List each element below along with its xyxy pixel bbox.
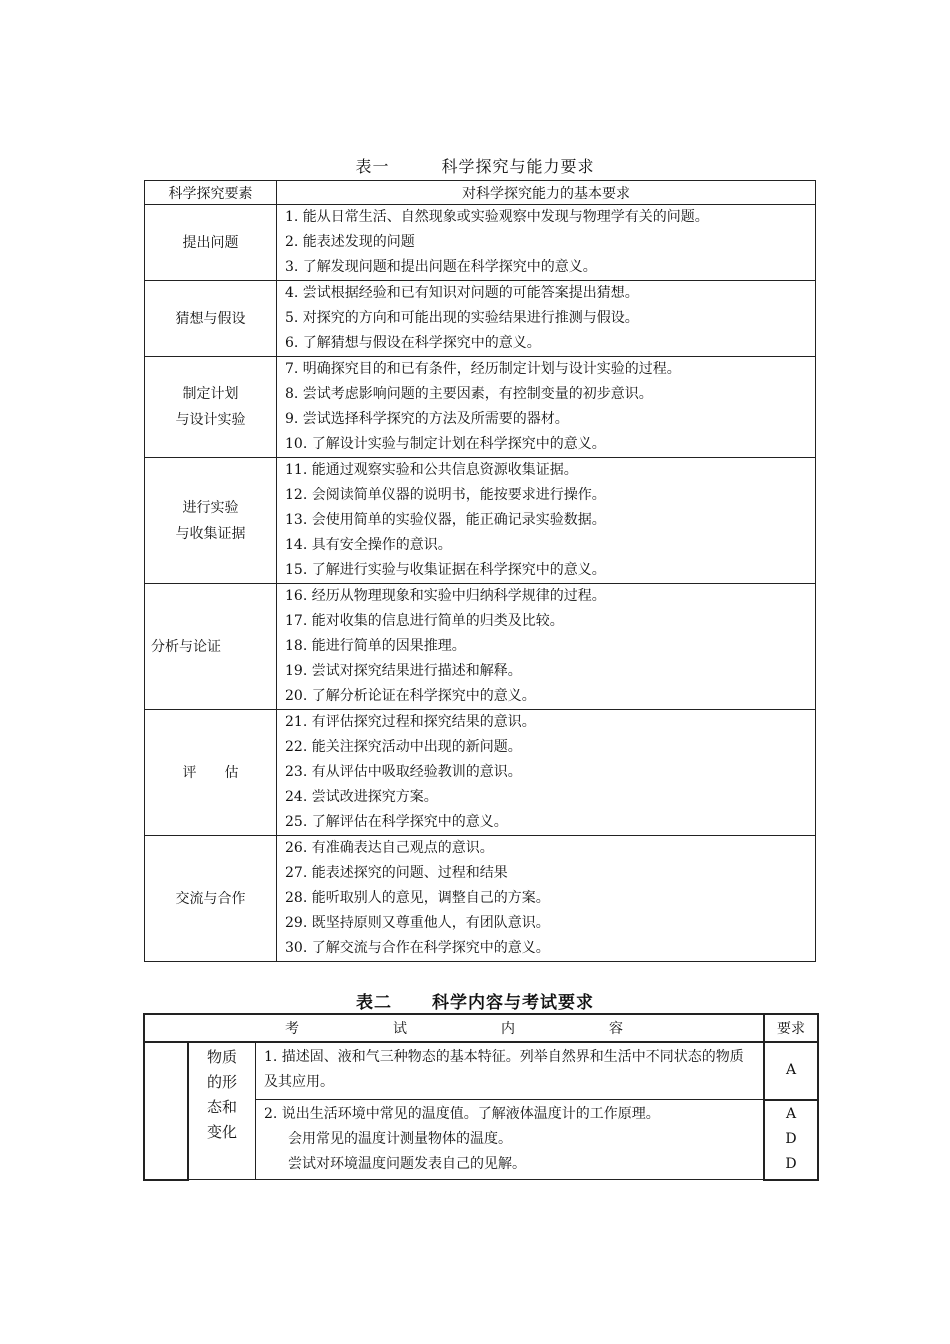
inquiry-element-label: 评 估 <box>182 764 239 781</box>
inquiry-element-label: 与收集证据 <box>175 525 246 542</box>
topic-line: 物质 <box>206 1048 237 1066</box>
table1-row <box>145 710 816 836</box>
table2-caption <box>0 988 950 1013</box>
science-content-table <box>143 1013 819 1181</box>
item-code: D <box>785 1131 797 1147</box>
science-inquiry-table <box>144 180 816 962</box>
inquiry-element-cell <box>145 281 277 357</box>
requirement-item: 29. 既坚持原则又尊重他人，有团队意识。 <box>285 915 550 931</box>
inquiry-element-cell <box>145 584 277 710</box>
topic-cell <box>188 1042 256 1180</box>
requirement-item: 4. 尝试根据经验和已有知识对问题的可能答案提出猜想。 <box>285 285 639 301</box>
table1-header-element: 科学探究要素 <box>145 181 277 205</box>
requirement-item: 23. 有从评估中吸取经验教训的意识。 <box>285 764 522 780</box>
requirement-item: 9. 尝试选择科学探究的方法及所需要的器材。 <box>285 411 569 427</box>
table2-header-row <box>144 1014 818 1042</box>
inquiry-element-cell <box>145 205 277 281</box>
table1-row <box>145 584 816 710</box>
requirements-cell <box>277 205 816 281</box>
requirement-item: 17. 能对收集的信息进行简单的归类及比较。 <box>285 613 564 629</box>
inquiry-element-cell <box>145 357 277 458</box>
table2-header-requirement: 要求 <box>764 1014 818 1042</box>
inquiry-element-label: 分析与论证 <box>151 638 221 655</box>
requirements-cell <box>277 281 816 357</box>
requirements-cell <box>277 357 816 458</box>
requirement-item: 11. 能通过观察实验和公共信息资源收集证据。 <box>285 462 578 478</box>
requirement-item: 2. 能表述发现的问题 <box>285 234 415 250</box>
header-char: 试 <box>393 1021 407 1037</box>
requirement-item: 28. 能听取别人的意见，调整自己的方案。 <box>285 890 550 906</box>
table2-row <box>144 1042 818 1100</box>
requirement-item: 27. 能表述探究的问题、过程和结果 <box>285 865 508 881</box>
requirement-item: 6. 了解猜想与假设在科学探究中的意义。 <box>285 335 541 351</box>
requirement-item: 14. 具有安全操作的意识。 <box>285 537 452 553</box>
requirement-item: 10. 了解设计实验与制定计划在科学探究中的意义。 <box>285 436 606 452</box>
requirements-cell <box>277 710 816 836</box>
inquiry-element-label: 进行实验 <box>182 499 239 516</box>
requirement-item: 8. 尝试考虑影响问题的主要因素，有控制变量的初步意识。 <box>285 386 653 402</box>
item-code: D <box>785 1156 797 1172</box>
table1-row <box>145 458 816 584</box>
table2-caption-text: 科学内容与考试要求 <box>432 993 594 1013</box>
requirement-item: 12. 会阅读简单仪器的说明书，能按要求进行操作。 <box>285 487 606 503</box>
requirement-item: 24. 尝试改进探究方案。 <box>285 789 438 805</box>
table1-header-row <box>145 181 816 205</box>
requirement-item: 30. 了解交流与合作在科学探究中的意义。 <box>285 940 550 956</box>
item-sub-line: 尝试对环境温度问题发表自己的见解。 <box>288 1156 526 1172</box>
topic-line: 态和 <box>206 1098 237 1116</box>
table1-row <box>145 357 816 458</box>
requirement-item: 1. 能从日常生活、自然现象或实验观察中发现与物理学有关的问题。 <box>285 209 709 225</box>
inquiry-element-label: 提出问题 <box>182 234 239 251</box>
requirement-item: 21. 有评估探究过程和探究结果的意识。 <box>285 714 536 730</box>
table2-category-cell <box>144 1042 188 1180</box>
requirement-item: 16. 经历从物理现象和实验中归纳科学规律的过程。 <box>285 588 606 604</box>
requirement-item: 5. 对探究的方向和可能出现的实验结果进行推测与假设。 <box>285 310 639 326</box>
item-code-block <box>764 1100 818 1180</box>
inquiry-element-cell <box>145 458 277 584</box>
inquiry-element-label: 制定计划 <box>182 386 239 402</box>
topic-line: 的形 <box>206 1073 237 1091</box>
topic-line: 变化 <box>206 1123 237 1141</box>
requirement-item: 22. 能关注探究活动中出现的新问题。 <box>285 739 522 755</box>
requirements-cell <box>277 458 816 584</box>
requirement-item: 3. 了解发现问题和提出问题在科学探究中的意义。 <box>285 259 597 275</box>
inquiry-element-label: 猜想与假设 <box>175 310 246 327</box>
table1-row <box>145 281 816 357</box>
header-char: 考 <box>285 1021 299 1037</box>
requirement-item: 18. 能进行简单的因果推理。 <box>285 638 466 654</box>
item-code: A <box>785 1106 797 1122</box>
inquiry-element-label: 与设计实验 <box>175 412 246 428</box>
item-text: 1. 描述固、液和气三种物态的基本特征。列举自然界和生活中不同状态的物质及其应用。 <box>256 1042 765 1100</box>
item-sub-line: 会用常见的温度计测量物体的温度。 <box>288 1131 512 1147</box>
table1-caption-prefix: 表一 <box>355 157 390 176</box>
requirement-item: 19. 尝试对探究结果进行描述和解释。 <box>285 663 522 679</box>
table1-caption <box>0 154 950 177</box>
header-char: 内 <box>501 1021 515 1037</box>
item-text: 2. 说出生活环境中常见的温度值。了解液体温度计的工作原理。 <box>264 1106 660 1122</box>
requirement-item: 20. 了解分析论证在科学探究中的意义。 <box>285 688 536 704</box>
inquiry-element-cell <box>145 836 277 962</box>
item-code: A <box>764 1042 818 1100</box>
header-char: 容 <box>609 1021 623 1037</box>
table2-header-content <box>144 1014 764 1042</box>
requirement-item: 26. 有准确表达自己观点的意识。 <box>285 840 494 856</box>
requirement-item: 15. 了解进行实验与收集证据在科学探究中的意义。 <box>285 562 606 578</box>
inquiry-element-cell <box>145 710 277 836</box>
table1-row <box>145 836 816 962</box>
requirements-cell <box>277 584 816 710</box>
requirement-item: 7. 明确探究目的和已有条件，经历制定计划与设计实验的过程。 <box>285 361 681 377</box>
requirements-cell <box>277 836 816 962</box>
requirement-item: 25. 了解评估在科学探究中的意义。 <box>285 814 508 830</box>
table1-header-requirements: 对科学探究能力的基本要求 <box>277 181 816 205</box>
table1-caption-text: 科学探究与能力要求 <box>441 157 595 176</box>
requirement-item: 13. 会使用简单的实验仪器，能正确记录实验数据。 <box>285 512 606 528</box>
inquiry-element-label: 交流与合作 <box>175 890 246 907</box>
table1-body <box>145 205 816 962</box>
table2-caption-prefix: 表二 <box>356 993 392 1013</box>
table1-row <box>145 205 816 281</box>
item-text-block <box>256 1100 765 1180</box>
